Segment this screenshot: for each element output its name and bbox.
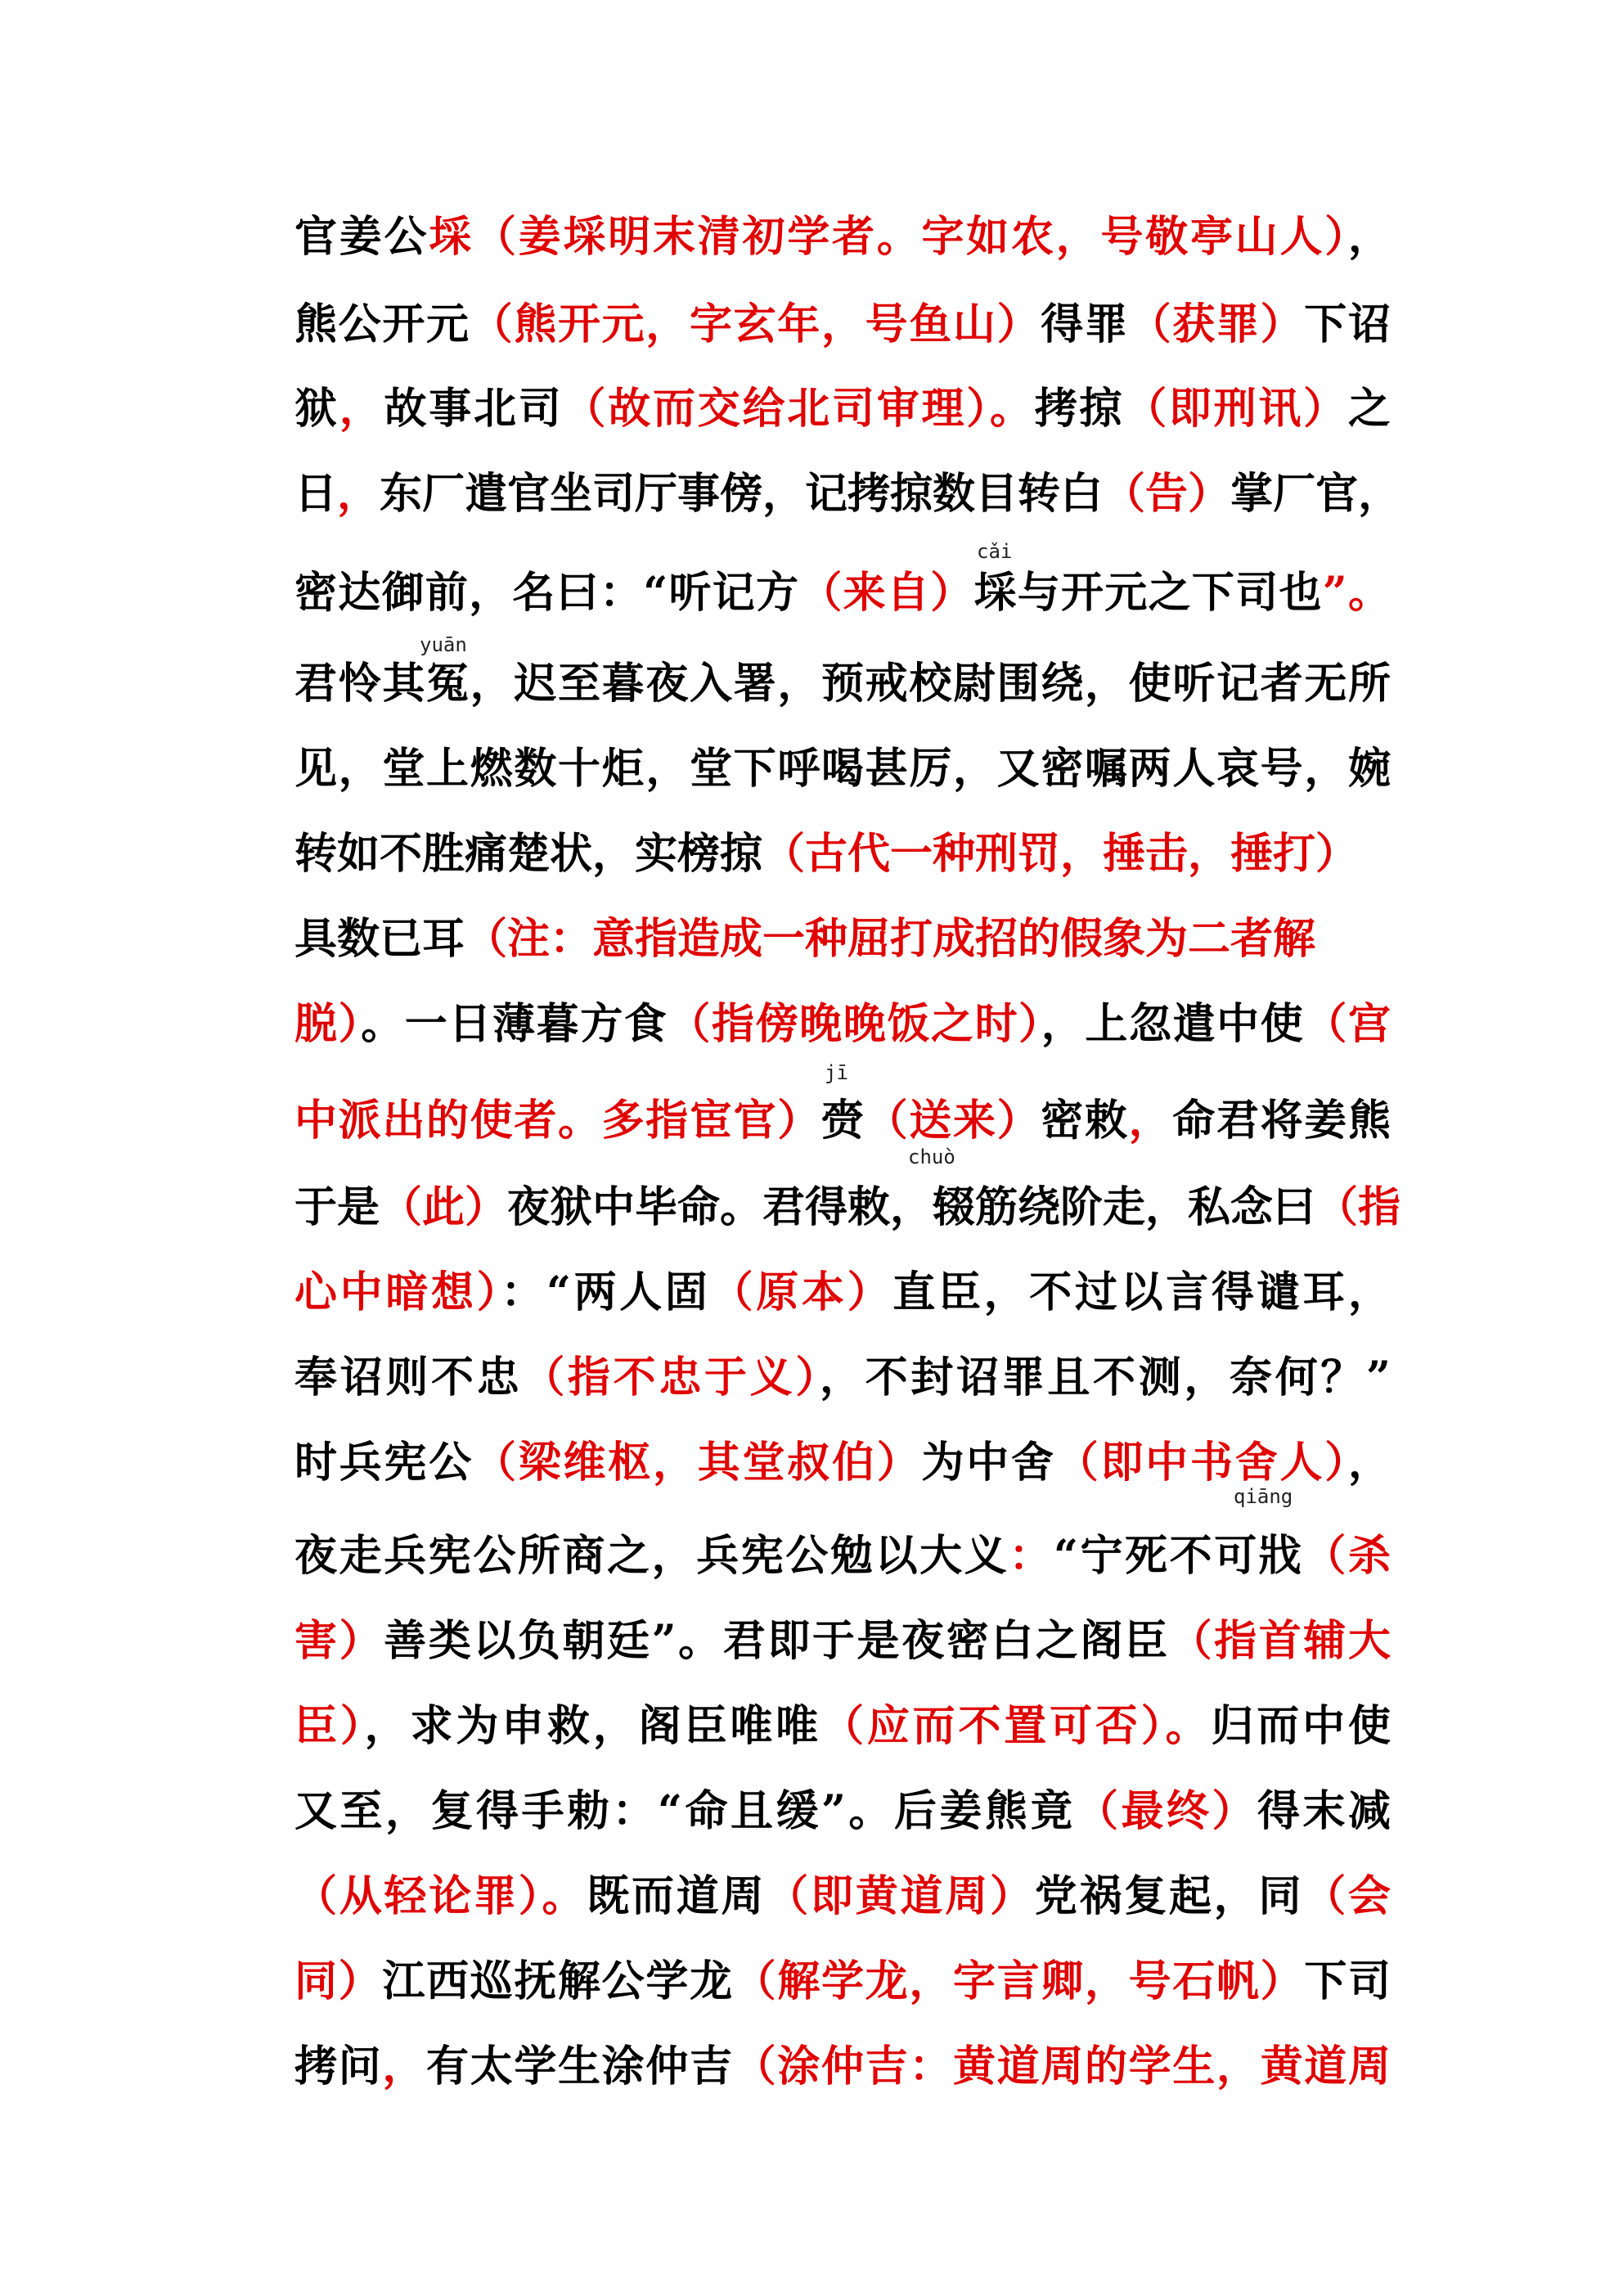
source-text: 夜狱中毕命。君得敕，辍筋绕阶走，私念曰: [507, 1182, 1316, 1232]
annotation-text: 埰（姜埰明末清初学者。字如农，号敬亭山人）: [429, 212, 1348, 262]
source-text: 东厂遣官坐司厅事傍，记拷掠数目转白: [380, 469, 1104, 519]
source-text: 掌厂官，: [1230, 469, 1401, 519]
annotation-text: （指不忠于义）: [522, 1353, 820, 1402]
source-text: 又至，复得手勅：“命且缓”。后姜熊竟: [294, 1786, 1076, 1836]
source-text: 下司: [1304, 1956, 1391, 2006]
annotation-text: （梁维枢，其堂叔伯）: [474, 1438, 922, 1488]
source-text: 狱: [294, 384, 339, 434]
source-text: 直臣，不过以言得谴耳，: [892, 1267, 1391, 1317]
annotation-text: （应而不置可否）。: [820, 1701, 1212, 1751]
source-text: 赍: [820, 1096, 865, 1146]
annotation-text: （古代一种刑罚，捶击，捶打）: [762, 829, 1359, 879]
text-line: [294, 461, 1401, 527]
text-line: [294, 992, 1391, 1057]
source-text: 夜走兵宪公所商之，兵宪公勉以大义: [294, 1531, 1009, 1581]
source-text: ：“两人固: [501, 1267, 711, 1317]
source-text: 善类以负朝廷”。君即于是夜密白之阁臣: [384, 1616, 1170, 1666]
source-text: 奉诏则不忠: [294, 1353, 523, 1402]
text-line: [294, 2034, 1391, 2100]
annotation-text: （熊开元，字玄年，号鱼山）: [470, 299, 1041, 349]
source-text: 有太学生涂仲吉: [426, 2042, 734, 2091]
source-text: “宁死不可戕: [1053, 1531, 1304, 1581]
text-line: [294, 292, 1391, 358]
text-line: [294, 205, 1391, 270]
source-text: 君怜其冤，迟至暮夜入署，预戒校尉围绕，使听记者无所: [294, 659, 1391, 709]
annotation-text: （解学龙，字言卿，号石帆）: [733, 1956, 1305, 2006]
annotation-text: （注：意指造成一种屈打成招的假象为二者解: [465, 914, 1316, 964]
source-text: 见，堂上燃数十炬，堂下呼喝甚厉，又密嘱两人哀号，婉: [294, 744, 1391, 794]
source-text: ，求为申救，阁臣唯唯: [364, 1701, 821, 1751]
text-line: [294, 1694, 1391, 1759]
text-line: [294, 822, 1391, 887]
annotation-text: 脱）: [294, 999, 362, 1049]
source-text: 党祸复起，同: [1034, 1871, 1304, 1921]
text-line: [294, 1345, 1391, 1411]
text-line: [294, 651, 1391, 717]
source-text: 为中舍: [921, 1438, 1056, 1488]
source-text: 埰与开元之下司也: [973, 568, 1323, 618]
source-text: 。一日薄暮方食: [361, 999, 668, 1049]
text-line: [294, 1088, 1391, 1154]
annotation-text: （送来）: [865, 1096, 1041, 1146]
text-line: [294, 907, 1391, 972]
source-text: 官姜公: [294, 212, 429, 262]
source-text: 故事北司: [384, 384, 564, 434]
text-line: [294, 1609, 1391, 1674]
source-text: 密达御前，名曰：“听记方: [294, 568, 800, 618]
source-text: 转如不胜痛楚状，实榜掠: [294, 829, 763, 879]
source-text: 具数已耳: [294, 914, 465, 964]
annotation-text: （告）: [1103, 469, 1231, 519]
text-line: [294, 1260, 1391, 1326]
annotation-text: （故而交给北司审理）。: [563, 384, 1035, 434]
source-text: 之: [1347, 384, 1391, 434]
text-line: [294, 736, 1391, 802]
source-text: 得末减: [1257, 1786, 1391, 1836]
annotation-text: ，: [382, 2042, 427, 2091]
source-text: 于是: [294, 1182, 380, 1232]
pinyin-yuan: yuān: [420, 633, 467, 656]
text-line: [294, 1949, 1391, 2015]
source-text: 既而道周: [587, 1871, 767, 1921]
annotation-text: ，: [1128, 1096, 1173, 1146]
source-text: ，: [1347, 1438, 1391, 1488]
source-text: 日: [294, 469, 338, 519]
text-line: [294, 1430, 1391, 1496]
text-line: [294, 1779, 1391, 1844]
annotation-text: （即黄道周）: [766, 1871, 1035, 1921]
pinyin-ji: jī: [825, 1061, 848, 1084]
source-text: 密敕: [1041, 1096, 1129, 1146]
pinyin-qiang: qiāng: [1234, 1485, 1293, 1508]
annotation-text: （会: [1303, 1871, 1391, 1921]
annotation-text: （从轻论罪）。: [294, 1871, 587, 1921]
source-text: 江西巡抚解公学龙: [382, 1956, 734, 2006]
source-text: 归而中使: [1211, 1701, 1391, 1751]
annotation-text: 中派出的使者。多指宦官）: [294, 1096, 821, 1146]
source-text: 时兵宪公: [294, 1438, 474, 1488]
annotation-text: 臣）: [294, 1701, 365, 1751]
annotation-text: 害）: [294, 1616, 384, 1666]
annotation-text: （宫: [1304, 999, 1391, 1049]
annotation-text: （最终）: [1075, 1786, 1257, 1836]
annotation-text: （原本）: [710, 1267, 893, 1317]
annotation-text: （来自）: [799, 568, 974, 618]
annotation-text: （涂仲吉：黄道周的学生，黄道周: [733, 2042, 1391, 2091]
text-line: [294, 376, 1391, 442]
annotation-text: （指傍晚晚饭之时）: [668, 999, 1041, 1049]
annotation-text: （指首辅大: [1169, 1616, 1391, 1666]
source-text: ，上忽遣中使: [1041, 999, 1305, 1049]
source-text: 拷问: [294, 2042, 383, 2091]
source-text: 拷掠: [1034, 384, 1125, 434]
annotation-text: （杀: [1303, 1531, 1391, 1581]
annotation-text: 心中暗想）: [294, 1267, 501, 1317]
annotation-text: （获罪）: [1128, 299, 1305, 349]
annotation-text: ，: [339, 384, 384, 434]
annotation-text: ，: [337, 469, 380, 519]
text-line: [294, 1175, 1401, 1240]
annotation-text: （即中书舍人）: [1055, 1438, 1348, 1488]
source-text: 熊公开元: [294, 299, 470, 349]
pinyin-cai: cǎi: [977, 540, 1013, 563]
annotation-text: （指: [1315, 1182, 1401, 1232]
source-text: 命君将姜熊: [1172, 1096, 1391, 1146]
text-line: [294, 560, 1391, 626]
source-text: ，不封诏罪且不测，奈何？”: [820, 1353, 1391, 1402]
text-line: [294, 1524, 1391, 1589]
source-text: 下诏: [1304, 299, 1391, 349]
source-text: 得罪: [1041, 299, 1129, 349]
pinyin-chuo: chuò: [908, 1146, 955, 1168]
annotation-text: （此）: [380, 1182, 508, 1232]
annotation-text: （即刑讯）: [1124, 384, 1348, 434]
annotation-text: 同）: [294, 1956, 383, 2006]
annotation-text: ”。: [1322, 568, 1391, 618]
text-line: [294, 1864, 1391, 1929]
source-text: ，: [1347, 212, 1391, 262]
annotation-text: ：: [1009, 1531, 1054, 1581]
